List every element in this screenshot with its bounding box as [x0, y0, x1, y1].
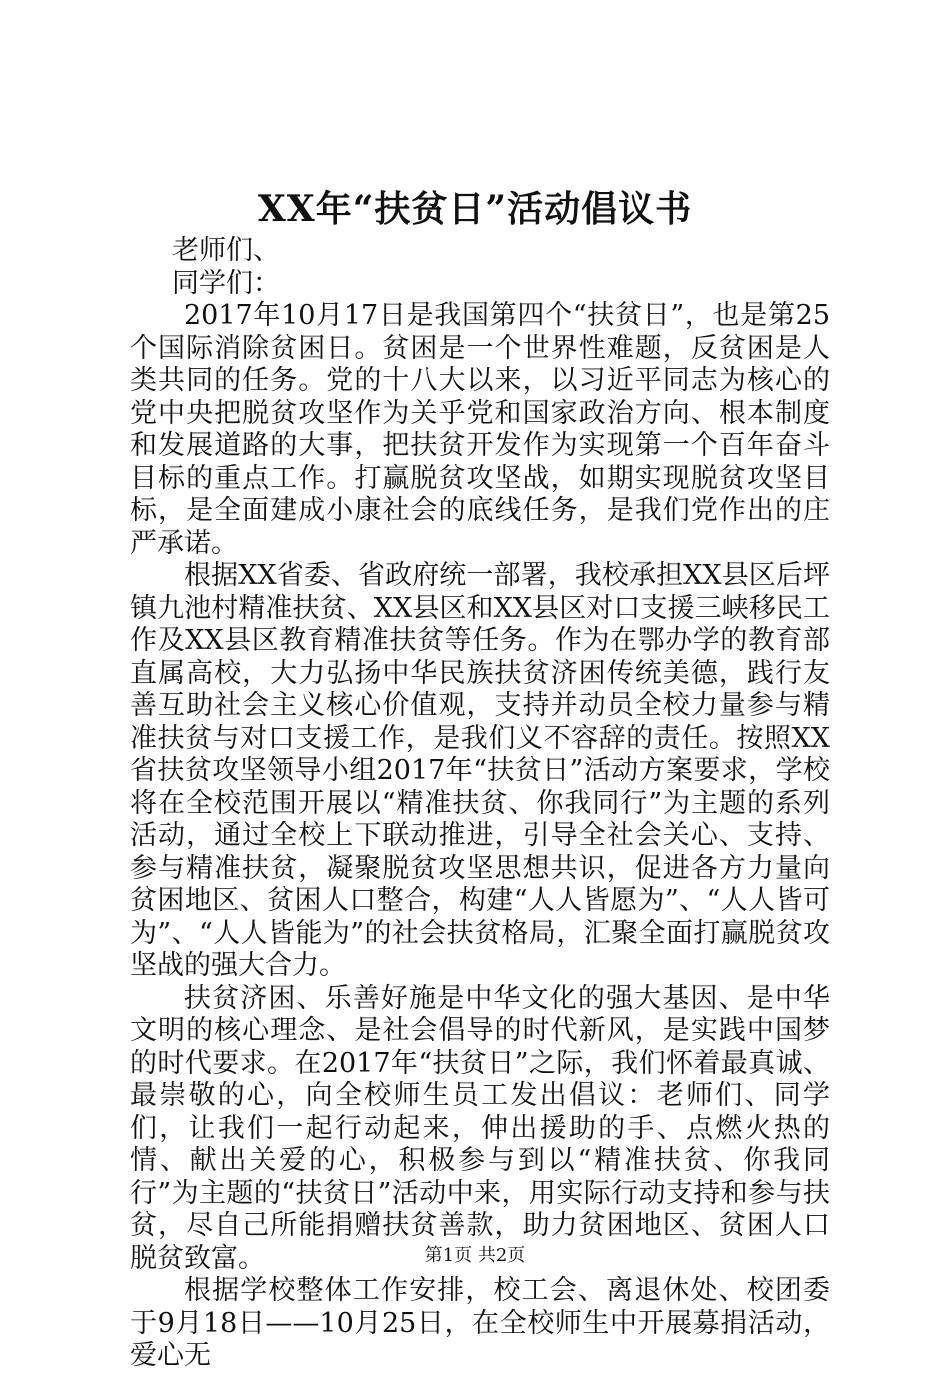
salutation-students: 同学们：: [172, 267, 280, 299]
page-number-footer: 第1页 共2页: [424, 1245, 526, 1266]
document-body: [130, 235, 830, 1373]
paragraph-3: 扶贫济困、乐善好施是中华文化的强大基因、是中华文明的核心理念、是社会倡导的时代新风，是实践中国梦的时代要求。在2017年“扶贫日”之际，我们怀着最真诚、最崇敬的心，向全校师生员工发出倡议：老师们、同学们，让我们一起行动起来，伸出援助的手、点燃火热的情、献出关爱的心，积极参与到以“精准扶贫、你我同行”为主题的“扶贫日”活动中来，用实际行动支持和参与扶贫，尽自己所能捐赠扶贫善款，助力贫困地区、贫困人口脱贫致富。: [130, 982, 830, 1274]
paragraph-4: 根据学校整体工作安排，校工会、离退休处、校团委于9月18日——10月25日，在全校师生中开展募捐活动，爱心无: [130, 1275, 830, 1371]
paragraph-2: 根据XX省委、省政府统一部署，我校承担XX县区后坪镇九池村精准扶贫、XX县区和XX县区对口支援三峡移民工作及XX县区教育精准扶贫等任务。作为在鄂办学的教育部直属高校，大力弘扬中华民族扶贫济困传统美德，践行友善互助社会主义核心价值观，支持并动员全校力量参与精准扶贫与对口支援工作，是我们义不容辞的责任。按照XX省扶贫攻坚领导小组2017年“扶贫日”活动方案要求，学校将在全校范围开展以“精准扶贫、你我同行”为主题的系列活动，通过全校上下联动推进，引导全社会关心、支持、参与精准扶贫，凝聚脱贫攻坚思想共识，促进各方力量向贫困地区、贫困人口整合，构建“人人皆愿为”、“人人皆可为”、“人人皆能为”的社会扶贫格局，汇聚全面打赢脱贫攻坚战的强大合力。: [130, 560, 830, 981]
paragraph-1: 2017年10月17日是我国第四个“扶贫日”，也是第25个国际消除贫困日。贫困是一个世界性难题，反贫困是人类共同的任务。党的十八大以来，以习近平同志为核心的党中央把脱贫攻坚作为关乎党和国家政治方向、根本制度和发展道路的大事，把扶贫开发作为实现第一个百年奋斗目标的重点工作。打赢脱贫攻坚战，如期实现脱贫攻坚目标，是全面建成小康社会的底线任务，是我们党作出的庄严承诺。: [130, 300, 830, 559]
document-title: XX年“扶贫日”活动倡议书: [257, 188, 693, 230]
salutation-teachers: 老师们、: [172, 235, 280, 266]
